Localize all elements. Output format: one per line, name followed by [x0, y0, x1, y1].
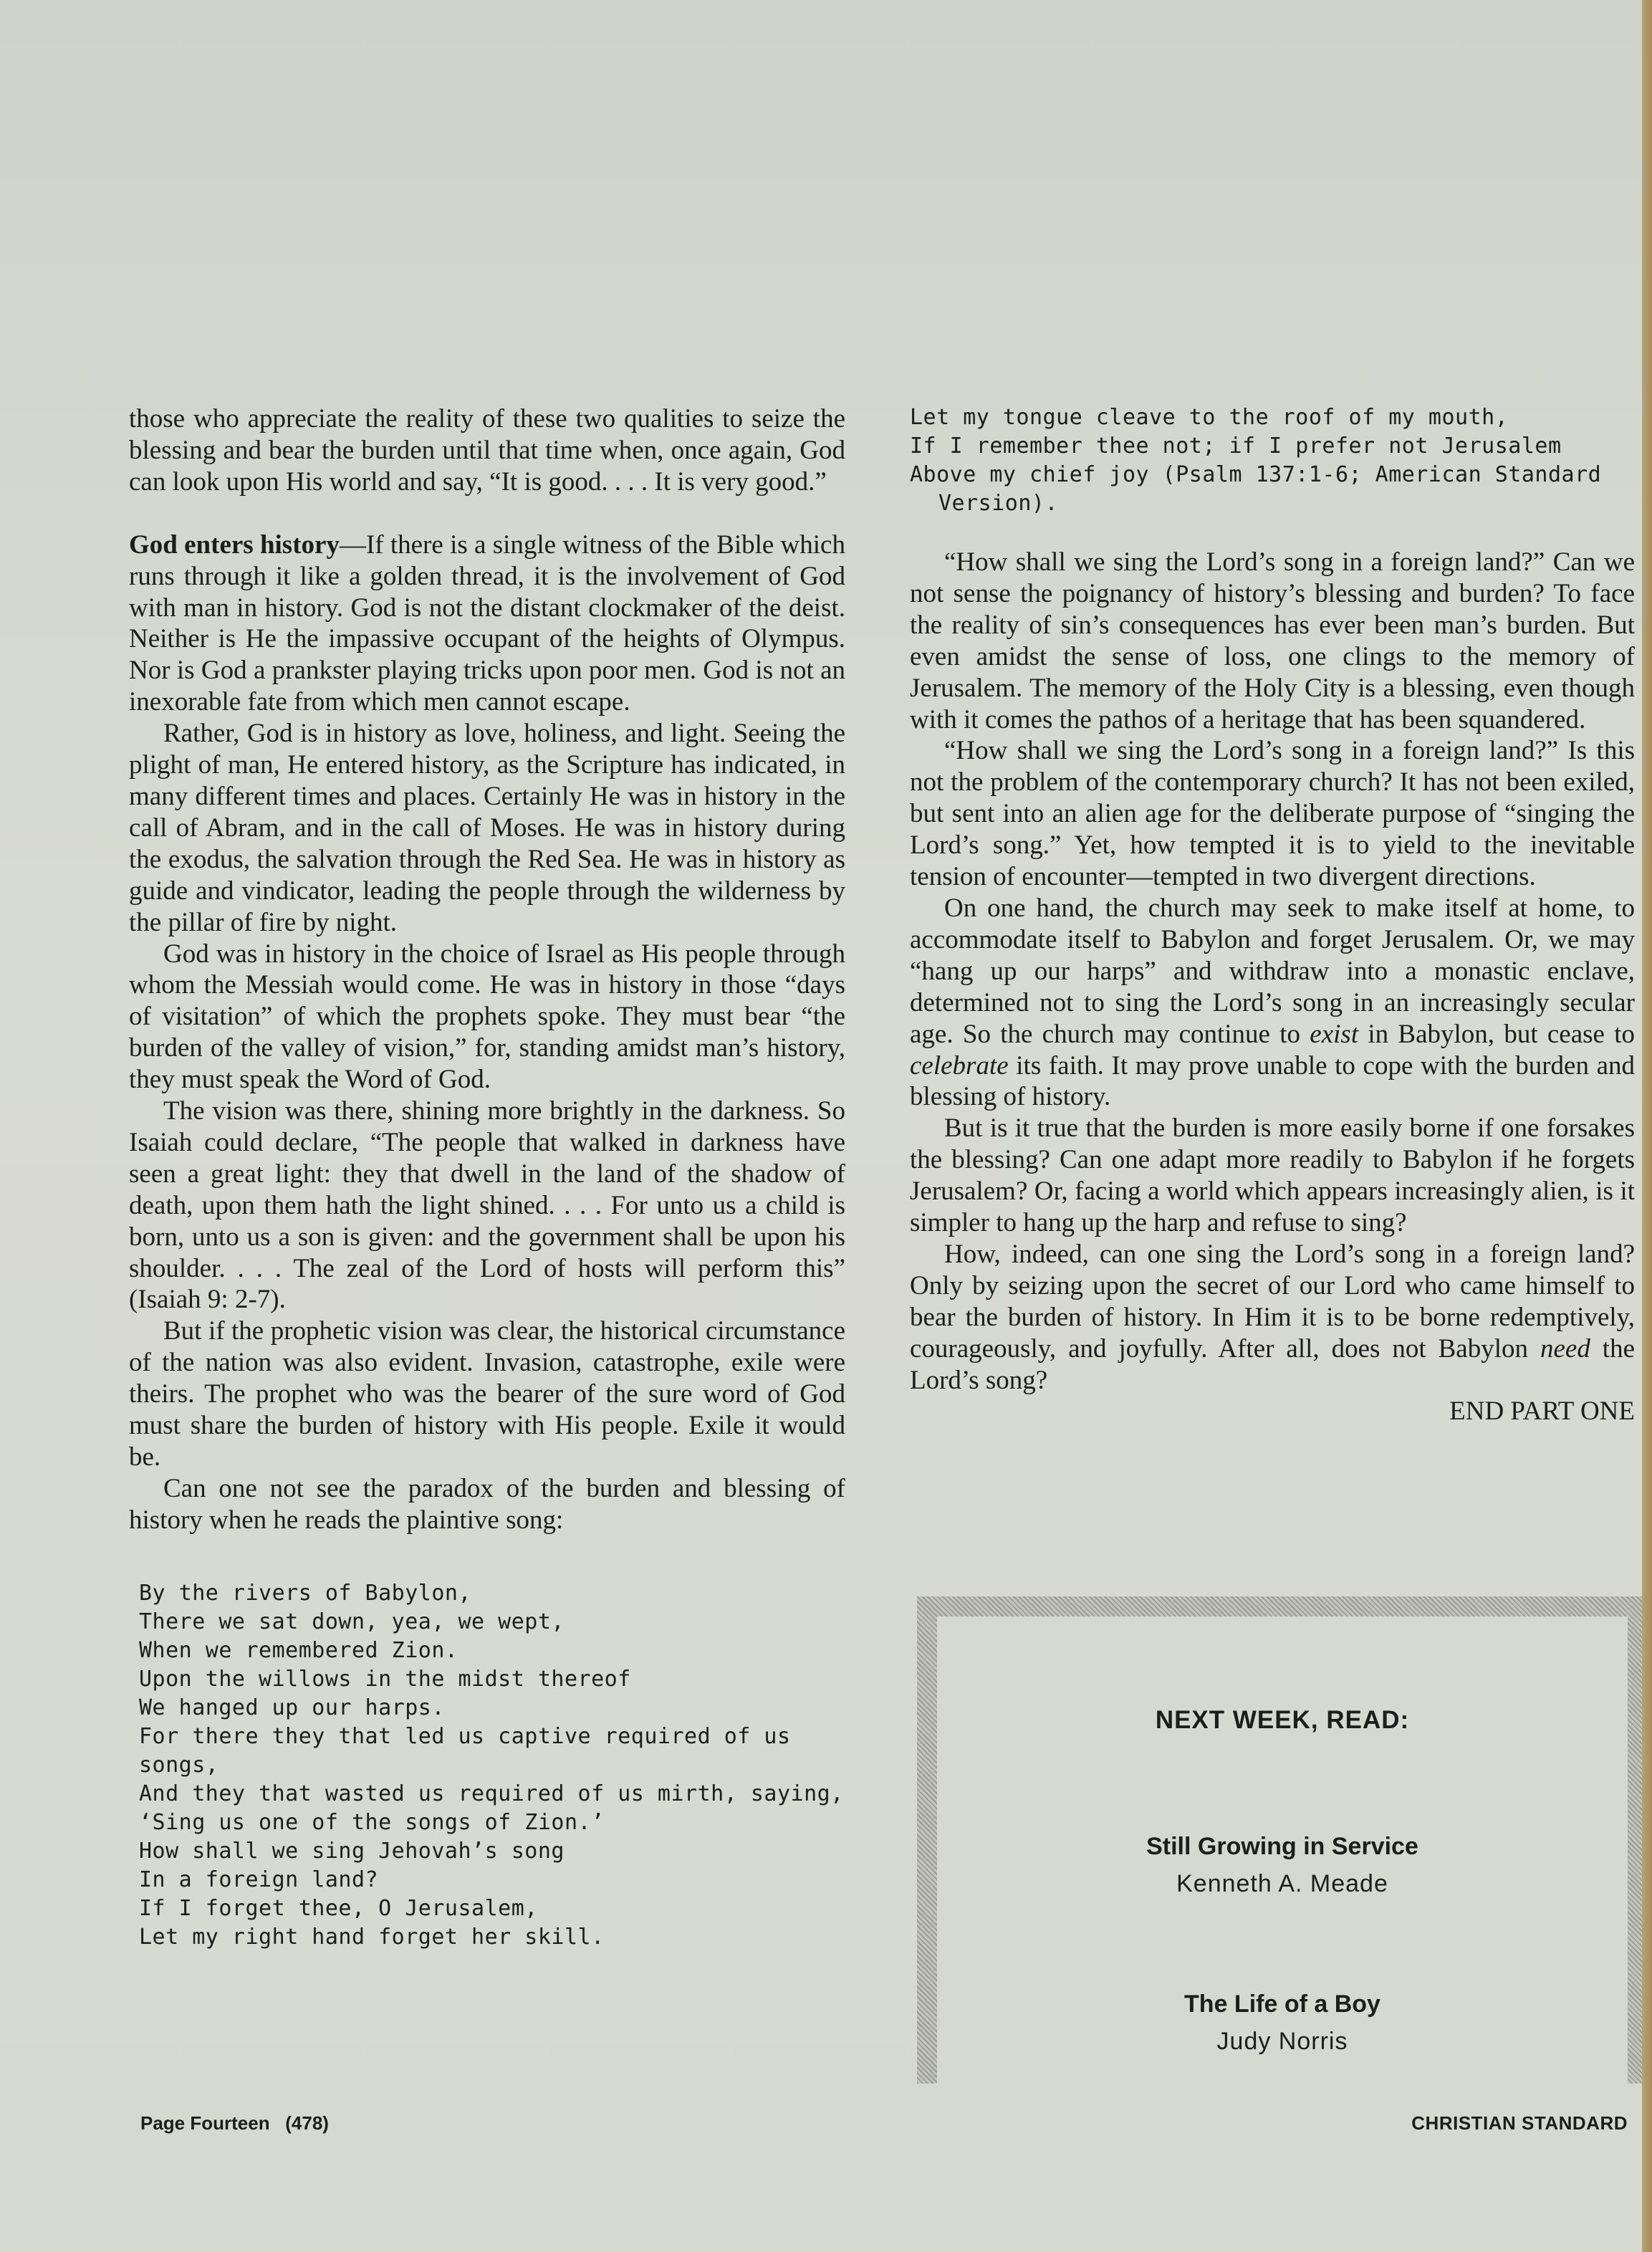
section-heading: God enters history: [129, 530, 340, 560]
body-paragraph: [910, 893, 1635, 1113]
book-entry: [937, 1828, 1628, 1902]
body-paragraph: Can one not see the paradox of the burden and blessing of history when he reads the plaintive song:: [129, 1473, 845, 1535]
book-title: Still Growing in Service: [1146, 1833, 1418, 1860]
verse-line: Upon the willows in the midst thereof: [139, 1666, 631, 1692]
text-run: On one hand, the church may seek to make itself at home, to accommodate itself to Babylon and forget Jerusalem. Or, we may “hang up our harps” and withdraw into a monastic enclave, determined not to sing the Lord’s song in an increasingly secular age. So the church may continue to: [910, 893, 1635, 1049]
verse-line: If I remember thee not; if I prefer not Jerusalem: [910, 433, 1562, 459]
bleed-through-shadow: [215, 86, 1576, 387]
book-author: Judy Norris: [1216, 2028, 1348, 2055]
next-week-box-inner: [937, 1616, 1628, 2084]
verse-line: And they that wasted us required of us mirth, saying,: [139, 1781, 844, 1806]
emphasis: exist: [1310, 1019, 1359, 1049]
paragraph-gap: [129, 498, 845, 530]
emphasis: celebrate: [910, 1050, 1009, 1081]
text-run: its faith. It may prove unable to cope with the burden and blessing of history.: [910, 1050, 1635, 1112]
verse-line: Let my right hand forget her skill.: [139, 1924, 605, 1950]
next-week-heading: NEXT WEEK, READ:: [1155, 1706, 1410, 1734]
text-run: How, indeed, can one sing the Lord’s song in a foreign land? Only by seizing upon the secret of our Lord who came himself to bear the burden of history. In Him it is to be borne redemptively, courageously, and joyfully. After all, does not Babylon: [910, 1239, 1635, 1364]
body-paragraph: God was in history in the choice of Israel as His people through whom the Messiah would come. He was in history in those “days of visitation” of which the prophets spoke. They must bear “the burden of the valley of vision,” for, standing amidst man’s history, they must speak the Word of God.: [129, 939, 845, 1095]
body-paragraph: But if the prophetic vision was clear, the historical circumstance of the nation was also evident. Invasion, catastrophe, exile were theirs. The prophet who was the bearer of the sure word of God must share the burden of history with His people. Exile it would be.: [129, 1316, 845, 1472]
verse-line: Above my chief joy (Psalm 137:1-6; American Standard: [910, 462, 1602, 487]
left-column: [129, 403, 845, 1952]
page-edge: [1642, 0, 1652, 2252]
verse-line: By the rivers of Babylon,: [139, 1580, 472, 1606]
verse-line: For there they that led us captive required of us songs,: [139, 1723, 791, 1778]
text-run: in Babylon, but cease to: [1358, 1019, 1635, 1049]
verse-line: ‘Sing us one of the songs of Zion.’: [139, 1809, 605, 1835]
section-text: —If there is a single witness of the Bible which runs through it like a golden thread, it is the involvement of God with man in history. God is not the distant clockmaker of the deist. Neither is He the impassive occupant of the heights of Olympus. Nor is God a prankster playing tricks upon poor men. God is not an inexorable fate from which men cannot escape.: [129, 530, 845, 717]
verse-line: How shall we sing Jehovah’s song: [139, 1838, 565, 1864]
page-number: Page Fourteen (478): [140, 2112, 329, 2134]
section-paragraph: [129, 530, 845, 718]
publication-name: CHRISTIAN STANDARD: [1411, 2112, 1628, 2134]
verse-line: If I forget thee, O Jerusalem,: [139, 1895, 538, 1921]
verse-line: Version).: [938, 491, 1059, 516]
book-author: Kenneth A. Meade: [1176, 1870, 1388, 1897]
verse-line: There we sat down, yea, we wept,: [139, 1609, 565, 1634]
text-run: the Lord’s song?: [910, 1333, 1635, 1395]
right-column: [910, 403, 1635, 1427]
psalm-quote: [139, 1579, 845, 1952]
next-week-box: [917, 1596, 1642, 2084]
body-paragraph: The vision was there, shining more brightly in the darkness. So Isaiah could declare, “The people that walked in darkness have seen a great light: they that dwell in the land of the shadow of death, upon them hath the light shined. . . . For unto us a child is born, unto us a son is given: and the government shall be upon his shoulder. . . . The zeal of the Lord of hosts will perform this” (Isaiah 9: 2-7).: [129, 1096, 845, 1315]
intro-paragraph: those who appreciate the reality of these two qualities to seize the blessing and bear the burden until that time when, once again, God can look upon His world and say, “It is good. . . . It is very good.”: [129, 404, 845, 497]
psalm-quote-continued: [910, 403, 1635, 518]
body-paragraph: Rather, God is in history as love, holiness, and light. Seeing the plight of man, He entered history, as the Scripture has indicated, in many different times and places. Certainly He was in history in the call of Abram, and in the call of Moses. He was in history during the exodus, the salvation through the Red Sea. He was in history as guide and vindicator, leading the people through the wilderness by the pillar of fire by night.: [129, 719, 845, 937]
emphasis: need: [1540, 1333, 1590, 1364]
body-paragraph: But is it true that the burden is more easily borne if one forsakes the blessing? Can one adapt more readily to Babylon if he forgets Jerusalem? Or, facing a world which appears increasingly alien, is it simpler to hang up the harp and refuse to sing?: [910, 1113, 1635, 1238]
verse-line: In a foreign land?: [139, 1867, 379, 1892]
verse-line: When we remembered Zion.: [139, 1637, 458, 1663]
book-title: The Life of a Boy: [1184, 1990, 1380, 2018]
verse-line: We hanged up our harps.: [139, 1695, 445, 1720]
body-paragraph: [910, 1239, 1635, 1396]
body-paragraph: “How shall we sing the Lord’s song in a foreign land?” Can we not sense the poignancy of history’s blessing and burden? To face the reality of sin’s consequences has ever been man’s burden. But even amidst the sense of loss, one clings to the memory of Jerusalem. The memory of the Holy City is a blessing, even though with it comes the pathos of a heritage that has been squandered.: [910, 547, 1635, 734]
body-paragraph: “How shall we sing the Lord’s song in a foreign land?” Is this not the problem of the contemporary church? It has not been exiled, but sent into an alien age for the deliberate purpose of “singing the Lord’s song.” Yet, how tempted it is to yield to the inevitable tension of encounter—tempted in two divergent directions.: [910, 736, 1635, 892]
end-part-label: END PART ONE: [1449, 1396, 1635, 1427]
verse-line: Let my tongue cleave to the roof of my mouth,: [910, 405, 1509, 430]
book-entry: [937, 1985, 1628, 2060]
